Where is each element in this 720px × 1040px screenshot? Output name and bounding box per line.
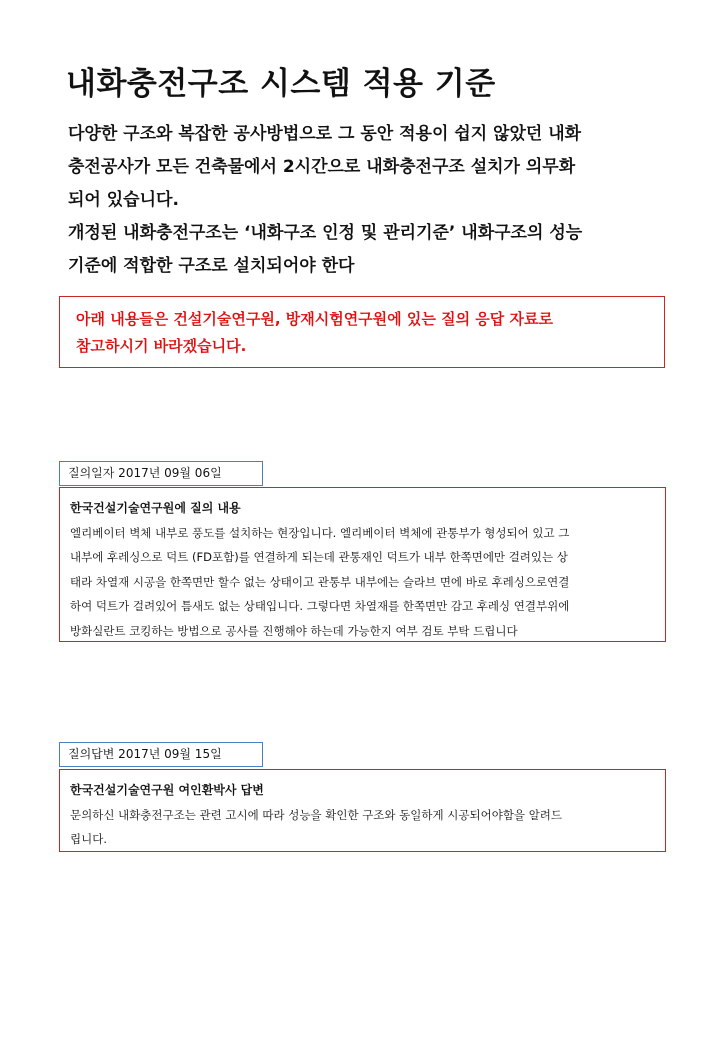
intro-line: 충전공사가 모든 건축물에서 2시간으로 내화충전구조 설치가 의무화	[68, 157, 576, 177]
question-heading: 한국건설기술연구원에 질의 내용	[70, 501, 241, 515]
question-line: 하여 덕트가 걸려있어 틈새도 없는 상태입니다. 그렇다면 차열재를 한쪽면만 감고 후레싱 연결부위에	[70, 599, 570, 613]
answer-line: 립니다.	[70, 832, 107, 846]
question-box	[59, 487, 666, 642]
question-line: 내부에 후레싱으로 덕트 (FD포함)를 연결하게 되는데 관통재인 덕트가 내부 한쪽면에만 걸려있는 상	[70, 550, 568, 564]
question-line: 방화실란트 코킹하는 방법으로 공사를 진행해야 하는데 가능한지 여부 검토 부탁 드립니다	[70, 623, 518, 638]
intro-line: 되어 있습니다.	[68, 190, 179, 210]
notice-box	[59, 296, 665, 368]
answer-body	[70, 803, 655, 852]
question-line: 엘리베이터 벽체 내부로 풍도를 설치하는 현장입니다. 엘리베이터 벽체에 관통부가 형성되어 있고 그	[70, 525, 570, 540]
notice-line: 참고하시기 바라겠습니다.	[76, 337, 247, 355]
notice-line: 아래 내용들은 건설기술연구원, 방재시험연구원에 있는 질의 응답 자료로	[76, 310, 553, 328]
intro-line: 다양한 구조와 복잡한 공사방법으로 그 동안 적용이 쉽지 않았던 내화	[68, 124, 582, 144]
intro-line: 기준에 적합한 구조로 설치되어야 한다	[68, 256, 355, 276]
page-title: 내화충전구조 시스템 적용 기준	[66, 66, 496, 102]
question-date-label: 질의일자 2017년 09월 06일	[59, 461, 263, 486]
question-line: 태라 차열재 시공을 한쪽면만 할수 없는 상태이고 관통부 내부에는 슬라브 면에 바로 후레싱으로연결	[70, 574, 570, 589]
answer-heading: 한국건설기술연구원 여인환박사 답변	[70, 783, 264, 797]
intro-line: 개정된 내화충전구조는 ‘내화구조 인정 및 관리기준’ 내화구조의 성능	[68, 223, 583, 243]
intro-paragraph	[68, 118, 678, 283]
question-body	[70, 521, 655, 644]
notice-text	[76, 306, 553, 360]
answer-box	[59, 769, 666, 852]
answer-line: 문의하신 내화충전구조는 관련 고시에 따라 성능을 확인한 구조와 동일하게 시공되어야함을 알려드	[70, 807, 563, 822]
answer-date-label: 질의답변 2017년 09월 15일	[59, 742, 263, 767]
